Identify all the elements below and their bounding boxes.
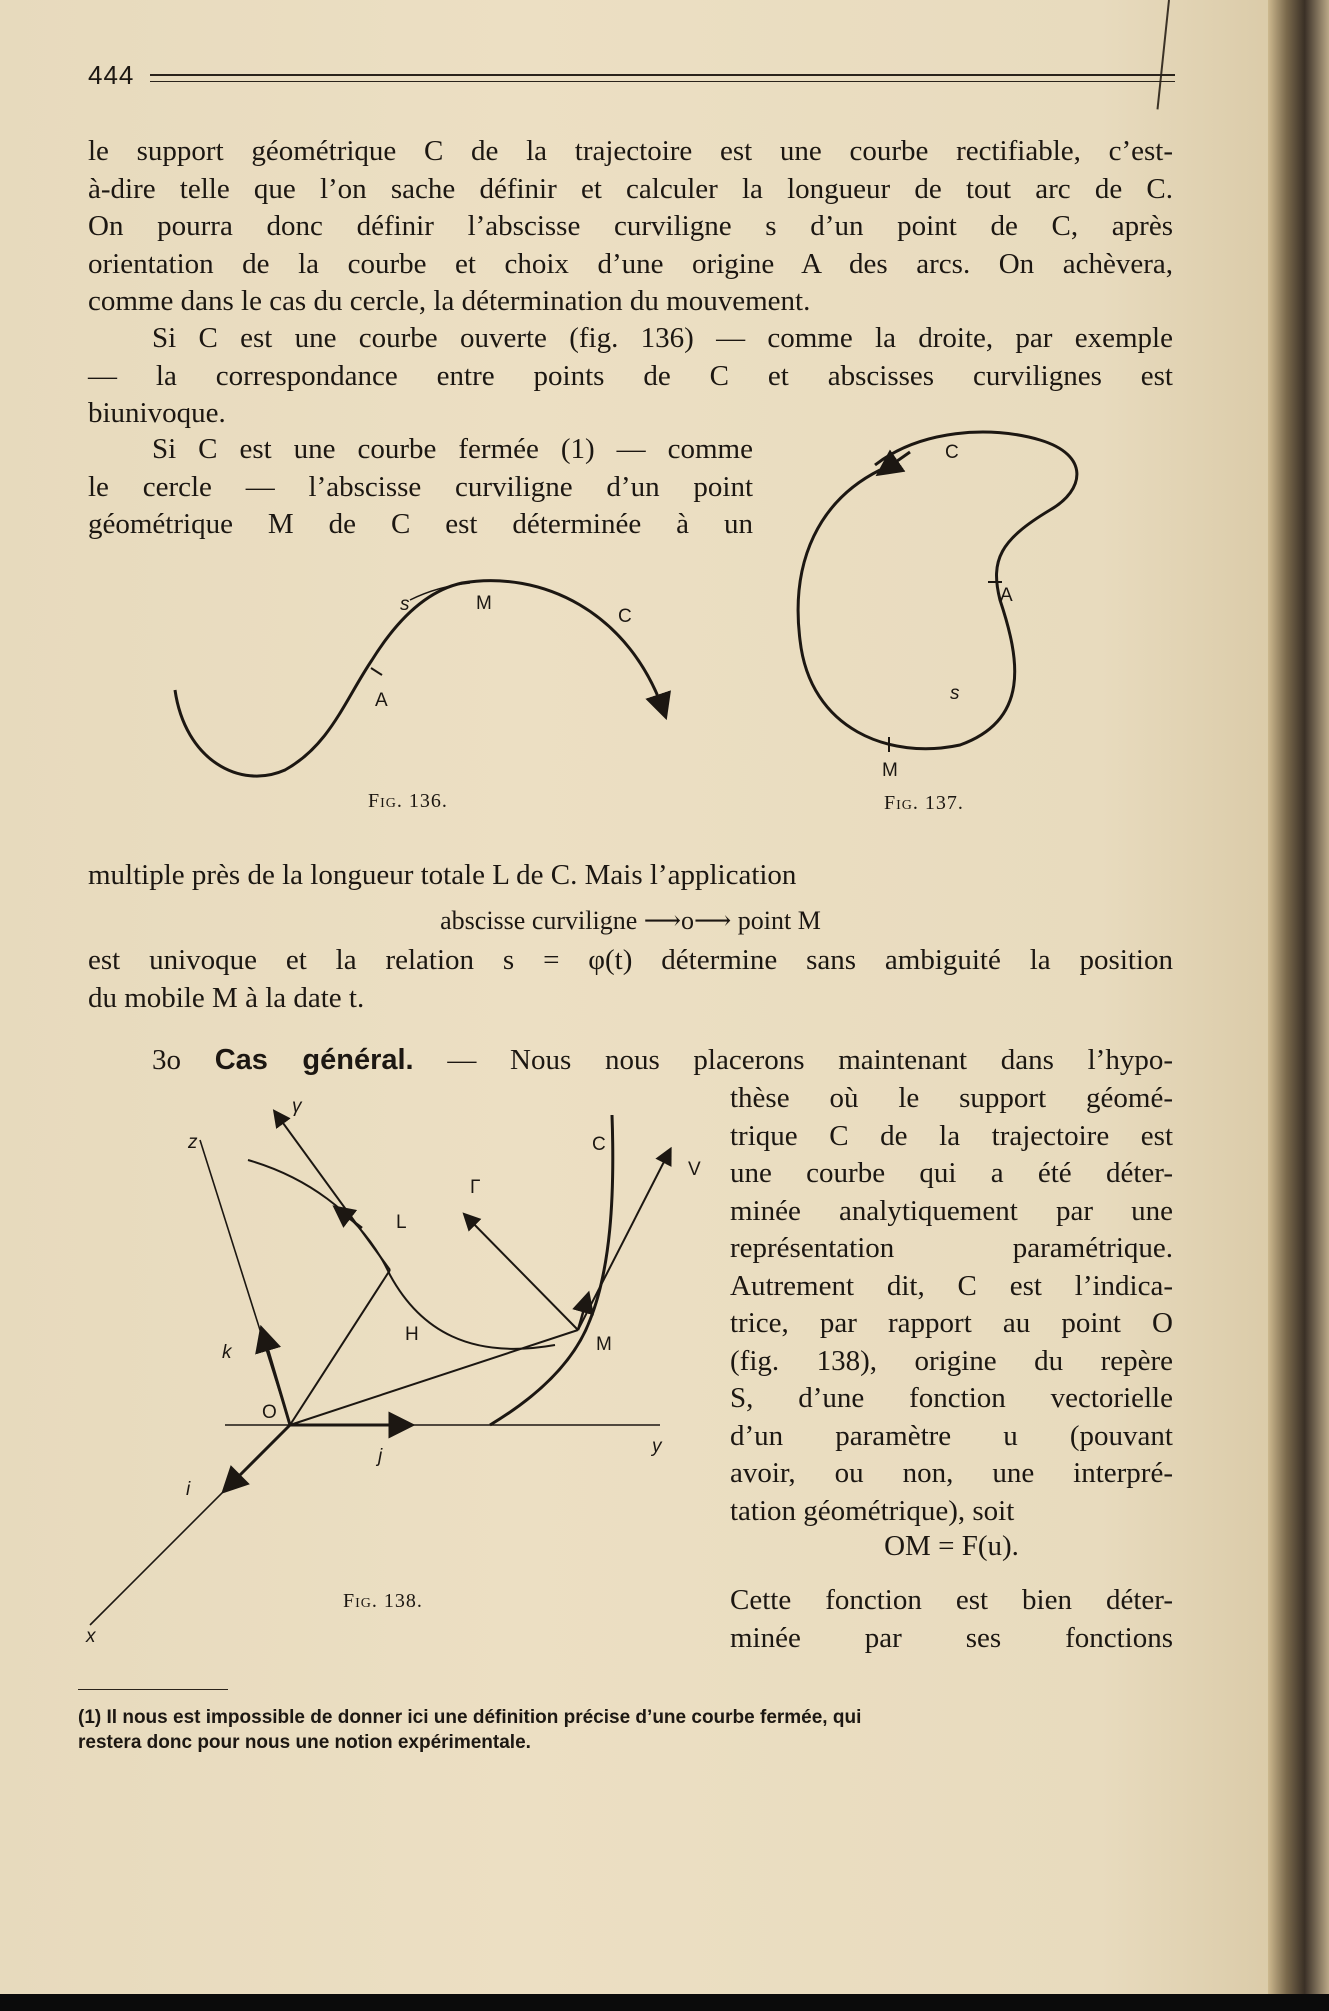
- figure-138: [85, 1096, 701, 1647]
- text-line: orientation de la courbe et choix d’une origine A des arcs. On achèvera,: [88, 247, 1173, 280]
- segment-OM: [290, 1330, 578, 1425]
- text-line: du mobile M à la date t.: [88, 981, 365, 1014]
- label-C: C: [618, 606, 632, 627]
- text-line: le support géométrique C de la trajectoire est une courbe rectifiable, c’est-: [88, 135, 1173, 167]
- origin-tick: [371, 668, 382, 675]
- text-line: Si C est une courbe ouverte (fig. 136) — comme la droite, par exemple: [152, 322, 1173, 354]
- label-M: M: [476, 593, 492, 614]
- label-y: y: [652, 1436, 662, 1457]
- text-line: Cette fonction est bien déter-: [730, 1584, 1173, 1616]
- page-number: 444: [88, 60, 135, 90]
- text-line: trice, par rapport au point O: [730, 1307, 1173, 1339]
- figure-137: [798, 432, 1077, 781]
- label-L: L: [396, 1212, 407, 1233]
- text-line: géométrique M de C est déterminée à un: [88, 508, 753, 540]
- section-heading: Cas général.: [214, 1044, 414, 1076]
- tangent-L-arrow: [336, 1208, 362, 1228]
- section-first-line: [88, 1042, 1173, 1080]
- text-line: le cercle — l’abscisse curviligne d’un point: [88, 470, 753, 503]
- label-C: C: [945, 442, 959, 463]
- section-number: 3o: [152, 1044, 181, 1076]
- label-z: z: [188, 1132, 198, 1153]
- vector-gamma: [275, 1112, 390, 1270]
- label-s: s: [400, 594, 410, 615]
- text-line: à-dire telle que l’on sache définir et calculer la longueur de tout arc de C.: [88, 172, 1173, 205]
- footnote-line: (1) Il nous est impossible de donner ici une définition précise d’une courbe fermée, qui: [78, 1707, 862, 1728]
- label-j: j: [378, 1446, 383, 1467]
- text-line: est univoque et la relation s = φ(t) détermine sans ambiguité la position: [88, 944, 1173, 976]
- curve-H: [248, 1160, 555, 1349]
- text-line: minée analytiquement par une: [730, 1194, 1173, 1227]
- label-M: M: [882, 760, 898, 781]
- paragraph-5: [88, 942, 1173, 1017]
- label-i: i: [186, 1479, 191, 1500]
- figure-136: [175, 581, 665, 776]
- text-line: avoir, ou non, une interpré-: [730, 1457, 1173, 1489]
- section-column: [730, 1080, 1173, 1530]
- text-line: trique C de la trajectoire est: [730, 1119, 1173, 1152]
- text-line: une courbe qui a été déter-: [730, 1157, 1173, 1189]
- text-line: thèse où le support géomé-: [730, 1082, 1173, 1114]
- label-k: k: [222, 1342, 232, 1363]
- label-gamma: γ: [292, 1096, 302, 1117]
- label-A: A: [375, 690, 388, 711]
- vector-V: [578, 1150, 670, 1330]
- label-V: V: [688, 1159, 701, 1180]
- paragraph-4: [88, 857, 1173, 895]
- text-line: minée par ses fonctions: [730, 1621, 1173, 1654]
- closed-curve-arrow: [880, 452, 910, 473]
- label-s: s: [950, 683, 960, 704]
- text-line: d’un paramètre u (pouvant: [730, 1419, 1173, 1452]
- text-line: Autrement dit, C est l’indica-: [730, 1269, 1173, 1302]
- section-3: [88, 1042, 1173, 1080]
- vector-i: [225, 1425, 290, 1490]
- text-line: S, d’une fonction vectorielle: [730, 1382, 1173, 1414]
- formula-OM: OM = F(u).: [884, 1530, 1019, 1562]
- formula-mapping: abscisse curviligne ⟶o⟶ point M: [440, 906, 821, 935]
- curve-C: [490, 1115, 613, 1425]
- text-line: tation géométrique), soit: [730, 1494, 1015, 1527]
- label-M: M: [596, 1334, 612, 1355]
- label-O: O: [262, 1402, 277, 1423]
- text-line: représentation paramétrique.: [730, 1232, 1173, 1264]
- text-line: comme dans le cas du cercle, la détermination du mouvement.: [88, 285, 811, 317]
- open-curve: [175, 581, 665, 776]
- footnote-rule: [78, 1689, 228, 1690]
- caption-fig137: Fig. 137.: [884, 792, 964, 814]
- section-after: [730, 1582, 1173, 1657]
- footnote: [78, 1705, 1173, 1755]
- caption-fig136: Fig. 136.: [368, 790, 448, 812]
- segment-OL: [290, 1270, 390, 1425]
- label-C: C: [592, 1134, 606, 1155]
- text-line: — la correspondance entre points de C et abscisses curvilignes est: [88, 359, 1173, 392]
- label-x: x: [86, 1626, 96, 1647]
- label-Gamma: Γ: [470, 1177, 481, 1198]
- caption-fig138: Fig. 138.: [343, 1590, 423, 1612]
- text-line: biunivoque.: [88, 397, 226, 429]
- label-A: A: [1000, 585, 1013, 606]
- footnote-line: restera donc pour nous une notion expérimentale.: [78, 1732, 531, 1753]
- text-line: (fig. 138), origine du repère: [730, 1344, 1173, 1377]
- label-H: H: [405, 1324, 419, 1345]
- closed-curve: [798, 432, 1077, 749]
- text-line: Si C est une courbe fermée (1) — comme: [152, 433, 753, 465]
- section-first-line-text: — Nous nous placerons maintenant dans l’hypo-: [447, 1044, 1173, 1076]
- vector-Gamma: [465, 1215, 578, 1330]
- text-line: On pourra donc définir l’abscisse curviligne s d’un point de C, après: [88, 210, 1173, 242]
- text-line: multiple près de la longueur totale L de C. Mais l’application: [88, 859, 797, 891]
